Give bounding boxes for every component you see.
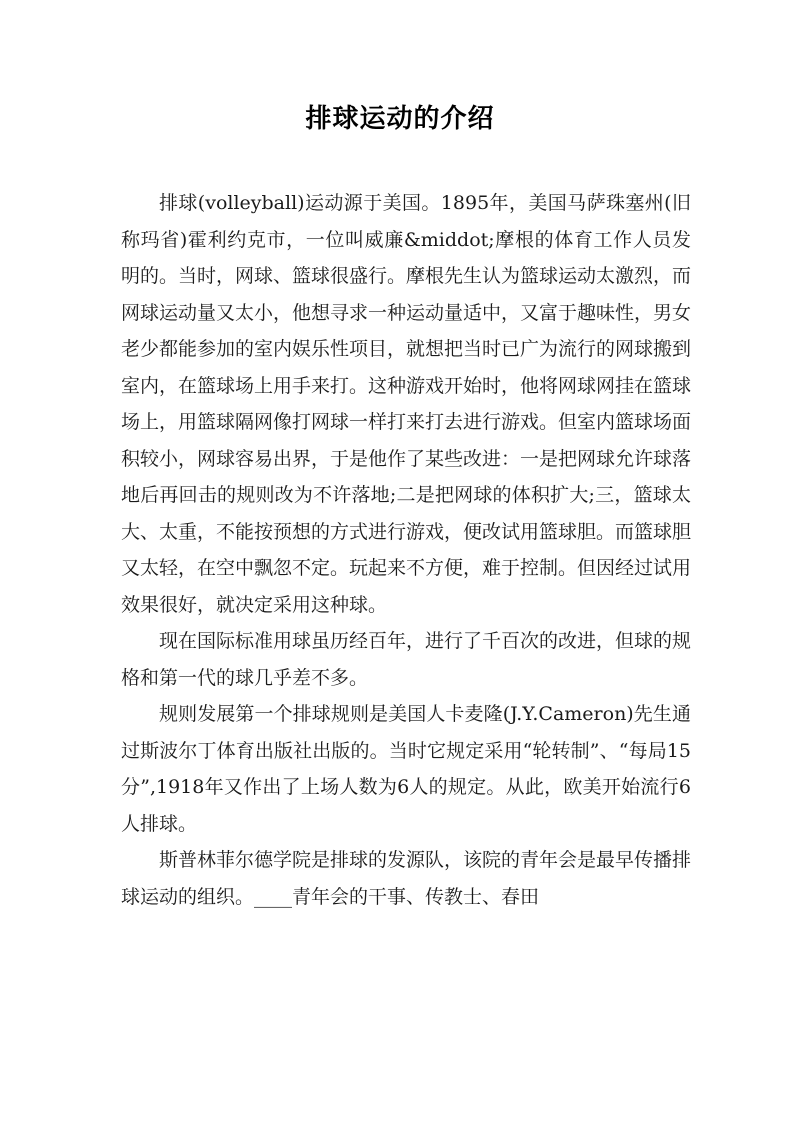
- document-body: [121, 185, 691, 915]
- document-title: 排球运动的介绍: [305, 104, 495, 134]
- paragraph-ball-standard: 现在国际标准用球虽历经百年，进行了千百次的改进，但球的规格和第一代的球几乎差不多。: [121, 630, 692, 689]
- paragraph-rules: 规则发展第一个排球规则是美国人卡麦隆(J.Y.Cameron)先生通过斯波尔丁体育出版社出版的。当时它规定采用“轮转制”、“每局15分”,1918年又作出了上场人数为6人的规定。从此，欧美开始流行6人排球。: [121, 703, 691, 835]
- paragraph-origin: 排球(volleyball)运动源于美国。1895年，美国马萨珠塞州(旧称玛省)霍利约克市，一位叫威廉&middot;摩根的体育工作人员发明的。当时，网球、篮球很盛行。摩根先生认为篮球运动太激烈，而网球运动量又太小，他想寻求一种运动量适中，又富于趣味性，男女老少都能参加的室内娱乐性项目，就想把当时已广为流行的网球搬到室内，在篮球场上用手来打。这种游戏开始时，他将网球网挂在篮球场上，用篮球隔网像打网球一样打来打去进行游戏。但室内篮球场面积较小，网球容易出界，于是他作了某些改进：一是把网球允许球落地后再回击的规则改为不许落地;二是把网球的体积扩大;三，篮球太大、太重，不能按预想的方式进行游戏，便改试用篮球胆。而篮球胆又太轻，在空中飘忽不定。玩起来不方便，难于控制。但因经过试用效果很好，就决定采用这种球。: [121, 192, 692, 616]
- paragraph-springfield: 斯普林菲尔德学院是排球的发源队，该院的青年会是最早传播排球运动的组织。____青年会的干事、传教士、春田: [121, 849, 692, 908]
